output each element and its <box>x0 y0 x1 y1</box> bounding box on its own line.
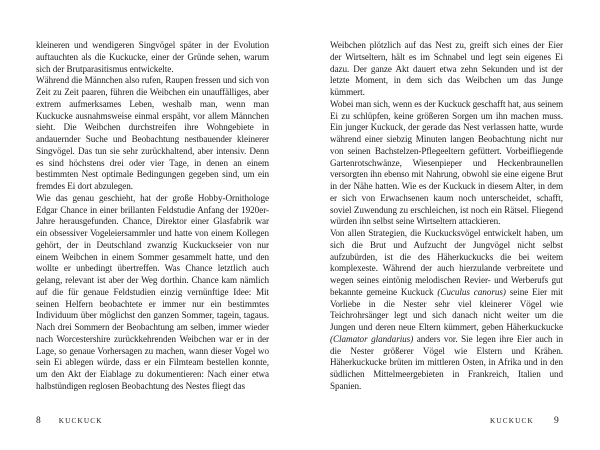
left-page <box>36 40 269 393</box>
left-page-number: 8 <box>36 416 41 426</box>
right-paragraph-3: Von allen Strategien, die Kuckucksvögel entwickelt haben, um sich die Brut und Aufzucht der Jungvögel nicht selbst aufzubürden, ist die des Häherkuckucks die bei weitem komplexeste. Während der auch hierzulande verbreitete und wegen seines eintönig melodischen Revier- und Werberufs gut bekannte gemeine Kuckuck (Cuculus canorus) seine Eier mit Vorliebe in die Nester sehr viel kleinerer Vögel wie Teichrohrsänger legt und sich danach nicht weiter um die Jungen und deren neue Eltern kümmert, geben Häherkuckucke (Clamator glandarius) anders vor. Sie legen ihre Eier auch in die Nester größerer Vögel wie Elstern und Krähen. Häherkuckucke brüten im mittleren Osten, in Afrika und in den südlichen Mittelmeergebieten in Frankreich, Italien und Spanien. <box>330 228 564 391</box>
left-page-footer <box>36 415 103 427</box>
left-running-head: KUCKUCK <box>58 417 103 425</box>
right-page <box>330 40 563 393</box>
left-paragraph-2: Während die Männchen also rufen, Raupen fressen und sich von Zeit zu Zeit paaren, führen die Weibchen ein unauffälliges, aber extrem aufmerksames Leben, weshalb man, wenn man Kuckucke ausnahmsweise einmal erspäht, vor allem Männchen sieht. Die Weibchen durchstreifen ihre Wohngebiete in andauernder Suche und Beobachtung nestbauender kleinerer Singvögel. Das tun sie sehr zurückhaltend, aber intensiv. Denn es sind höchstens drei oder vier Tage, in denen an einem bestimmten Nest optimale Bedingungen gegeben sind, um ein fremdes Ei dort abzulegen. <box>36 75 269 191</box>
left-paragraph-1: kleineren und wendigeren Singvögel später in der Evolution auftauchten als die Kuckucke, einer der Gründe sehen, warum sich der Brutparasitismus entwickelte. <box>36 40 269 74</box>
right-paragraph-2: Wobei man sich, wenn es der Kuckuck geschafft hat, aus seinem Ei zu schlüpfen, keine größeren Sorgen um ihn machen muss. Ein junger Kuckuck, der gerade das Nest verlassen hatte, wurde während einer siebzig Minuten langen Beobachtung nicht nur von seinen Bachstelzen-Pflegeeltern gefüttert. Vorbeifliegende Gartenrotschwänze, Wiesenpieper und Heckenbraunellen versorgten ihn ebenso mit Nahrung, obwohl sie eine eigene Brut in der Nähe hatten. Wie es der Kuckuck in diesem Alter, in dem er sich von Erwachsenen kaum noch unterscheidet, schafft, soviel Zuwendung zu erschleichen, ist noch ein Rätsel. Fliegend würden ihn selbst seine Wirtseltern attackieren. <box>330 98 563 227</box>
right-paragraph-1: Weibchen plötzlich auf das Nest zu, greift sich eines der Eier der Wirtseltern, hält es im Schnabel und legt sein eigenes Ei dazu. Der ganze Akt dauert etwa zehn Sekunden und ist der letzte Moment, in dem sich das Weibchen um das Junge kümmert. <box>330 40 563 97</box>
left-paragraph-3: Wie das genau geschieht, hat der große Hobby-Ornithologe Edgar Chance in einer brillanten Feldstudie Anfang der 1920er-Jahre herausgefunden. Chance, Direktor einer Glasfabrik war ein obsessiver Vogeleiersammler und hatte von einem Kollegen gehört, der in Deutschland zwanzig Kuckuckseier von nur einem Weibchen in einem Sommer gesammelt hatte, und den wollte er unbedingt übertreffen. Was Chance letztlich auch gelang, relevant ist aber der Weg dorthin. Chance kam nämlich auf die für genaue Feldstudien einzig vernünftige Idee: Mit seinen Helfern beobachtete er immer nur ein bestimmtes Individuum über möglichst den ganzen Sommer, tagein, tagaus. Nach drei Sommern der Beobachtung am selben, immer wieder nach Worcestershire zurückkehrenden Weibchen war er in der Lage, so genaue Vorhersagen zu machen, wann dieser Vogel wo sein Ei ablegen würde, dass er ein Filmteam bestellen konnte, um den Akt der Eiablage zu dokumentieren: Nach einer etwa halbstündigen reglosen Beobachtung des Nestes fliegt das <box>36 192 269 391</box>
right-page-number: 9 <box>553 416 559 426</box>
right-page-footer <box>490 415 559 427</box>
right-running-head: KUCKUCK <box>490 417 534 425</box>
